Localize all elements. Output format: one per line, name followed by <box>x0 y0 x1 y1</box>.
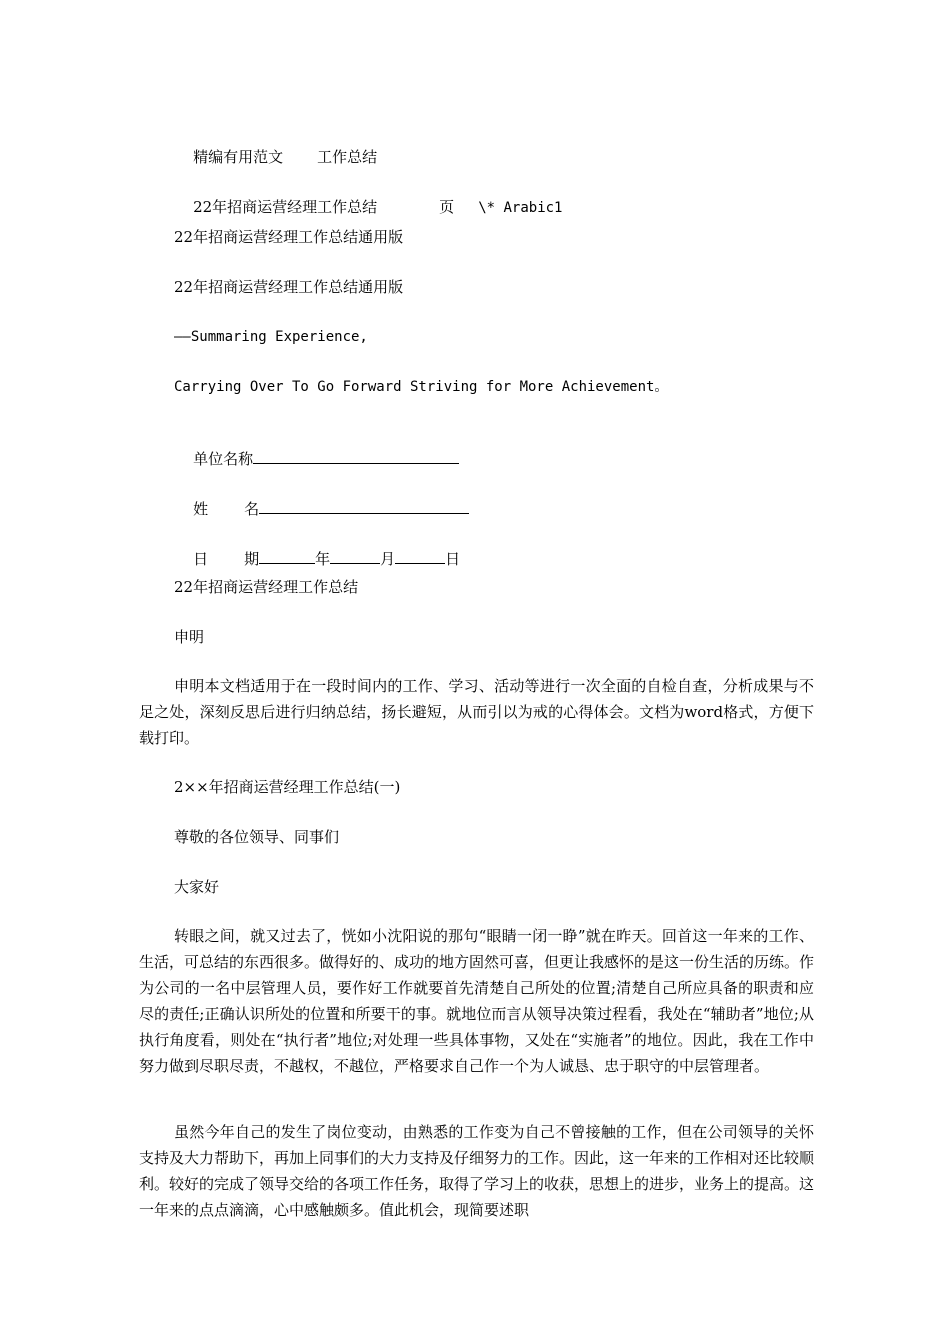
name-label-char-2: 名 <box>244 500 260 518</box>
unit-name-label: 单位名称 <box>193 450 254 468</box>
page-field-code: \* Arabic1 <box>478 200 563 216</box>
header-category: 工作总结 <box>317 148 378 166</box>
year-label: 年 <box>315 550 331 568</box>
subtitle-en-line-2: Carrying Over To Go Forward Striving for More Achievement。 <box>174 379 669 395</box>
month-blank <box>330 547 380 564</box>
day-label: 日 <box>445 550 461 568</box>
subtitle-en-line-1: ——Summaring Experience, <box>174 329 368 345</box>
title-line-1: 22年招商运营经理工作总结通用版 <box>174 228 404 246</box>
month-label: 月 <box>380 550 396 568</box>
page-field-word: 页 <box>439 198 455 216</box>
statement-body: 申明本文档适用于在一段时间内的工作、学习、活动等进行一次全面的自检自查，分析成果与不足之处，深刻反思后进行归纳总结，扬长避短，从而引以为戒的心得体会。文档为word格式，方便下载打印。 <box>139 677 814 747</box>
statement-heading: 申明 <box>174 628 205 646</box>
day-blank <box>395 547 445 564</box>
person-name-blank <box>259 497 469 514</box>
unit-name-blank <box>253 447 459 464</box>
date-label-char-1: 日 <box>193 550 209 568</box>
header-label: 精编有用范文 <box>193 148 284 166</box>
page-field-title: 22年招商运营经理工作总结 <box>193 198 378 216</box>
name-label-char-1: 姓 <box>193 500 209 518</box>
date-label-char-2: 期 <box>244 550 260 568</box>
doc-title: 22年招商运营经理工作总结 <box>174 578 359 596</box>
title-line-2: 22年招商运营经理工作总结通用版 <box>174 278 404 296</box>
greeting-line-1: 尊敬的各位领导、同事们 <box>174 828 340 846</box>
greeting-line-2: 大家好 <box>174 878 220 896</box>
body-paragraph-2: 虽然今年自己的发生了岗位变动，由熟悉的工作变为自己不曾接触的工作，但在公司领导的关怀支持及大力帮助下，再加上同事们的大力支持及仔细努力的工作。因此，这一年来的工作相对还比较顺利。较好的完成了领导交给的各项工作任务，取得了学习上的收获，思想上的进步，业务上的提高。这一年来的点点滴滴，心中感触颇多。值此机会，现简要述职 <box>139 1123 815 1219</box>
body-paragraph-1: 转眼之间，就又过去了，恍如小沈阳说的那句“眼睛一闭一睁”就在昨天。回首这一年来的工作、生活，可总结的东西很多。做得好的、成功的地方固然可喜，但更让我感怀的是这一份生活的历练。作为公司的一名中层管理人员，要作好工作就要首先清楚自己所处的位置;清楚自己所应具备的职责和应尽的责任;正确认识所处的位置和所要干的事。就地位而言从领导决策过程看，我处在“辅助者”地位;从执行角度看，则处在“执行者”地位;对处理一些具体事物，又处在“实施者”的地位。因此，我在工作中努力做到尽职尽责，不越权，不越位，严格要求自己作一个为人诚恳、忠于职守的中层管理者。 <box>139 927 815 1075</box>
year-blank <box>259 547 315 564</box>
section-title: 2××年招商运营经理工作总结(一) <box>174 778 401 796</box>
